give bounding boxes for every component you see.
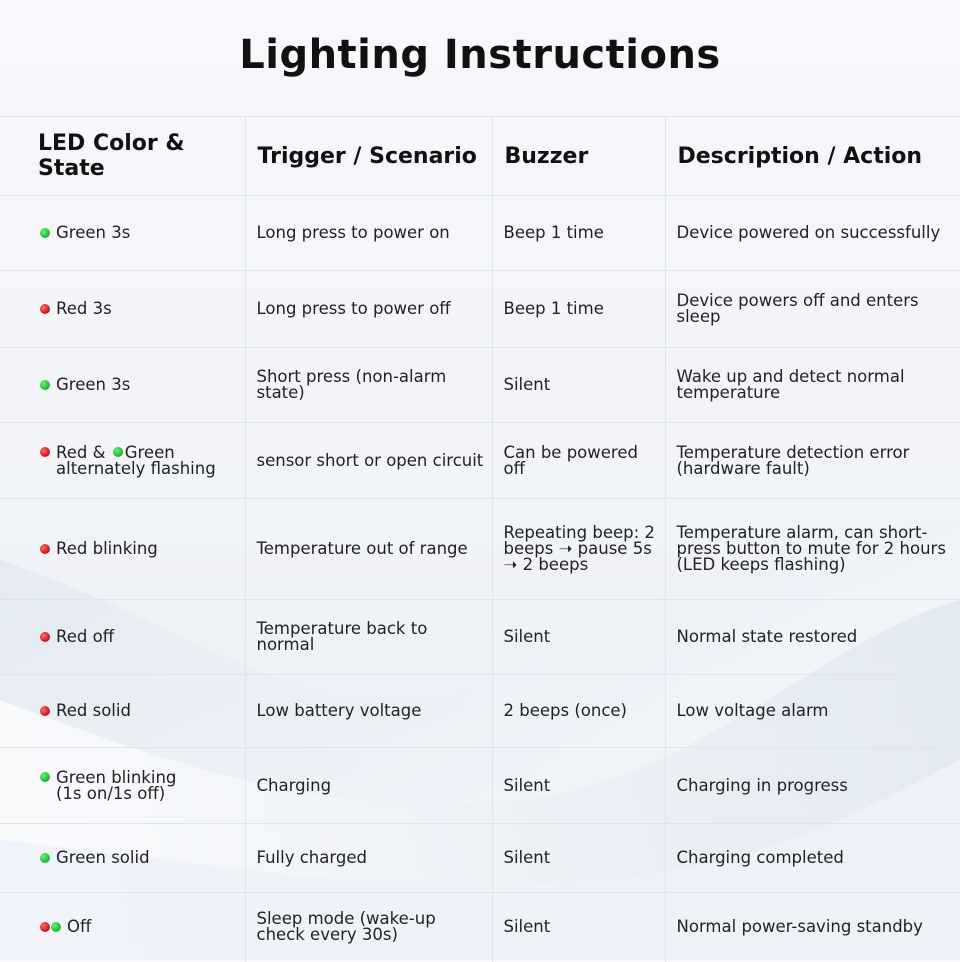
trigger-cell: Temperature out of range	[245, 499, 492, 600]
buzzer-cell: 2 beeps (once)	[492, 675, 665, 748]
description-cell: Device powered on successfully	[665, 196, 960, 271]
table-row	[0, 675, 960, 748]
green-led-icon	[40, 853, 50, 863]
table-row	[0, 271, 960, 348]
green-led-icon	[113, 447, 123, 457]
description-cell: Charging in progress	[665, 748, 960, 824]
led-cell: Red 3s	[0, 271, 245, 348]
header-buzzer: Buzzer	[492, 117, 665, 196]
led-cell: Red blinking	[0, 499, 245, 600]
buzzer-cell: Silent	[492, 893, 665, 962]
red-led-icon	[40, 304, 50, 314]
buzzer-cell: Beep 1 time	[492, 271, 665, 348]
led-cell: Green 3s	[0, 348, 245, 423]
led-cell: Red solid	[0, 675, 245, 748]
buzzer-cell: Can be powered off	[492, 423, 665, 499]
trigger-cell: Long press to power on	[245, 196, 492, 271]
trigger-cell: Long press to power off	[245, 271, 492, 348]
description-cell: Charging completed	[665, 824, 960, 893]
buzzer-cell: Silent	[492, 824, 665, 893]
description-cell: Temperature alarm, can short-press button to mute for 2 hours (LED keeps flashing)	[665, 499, 960, 600]
table-row	[0, 600, 960, 675]
table-row	[0, 824, 960, 893]
header-row	[0, 117, 960, 196]
trigger-cell: sensor short or open circuit	[245, 423, 492, 499]
led-cell: Red off	[0, 600, 245, 675]
trigger-cell: Sleep mode (wake-up check every 30s)	[245, 893, 492, 962]
description-cell: Normal power-saving standby	[665, 893, 960, 962]
led-cell: Green 3s	[0, 196, 245, 271]
buzzer-cell: Silent	[492, 748, 665, 824]
trigger-cell: Short press (non-alarm state)	[245, 348, 492, 423]
table-row	[0, 196, 960, 271]
header-description: Description / Action	[665, 117, 960, 196]
description-cell: Temperature detection error (hardware fault)	[665, 423, 960, 499]
green-led-icon	[51, 922, 61, 932]
description-cell: Device powers off and enters sleep	[665, 271, 960, 348]
green-led-icon	[40, 772, 50, 782]
buzzer-cell: Beep 1 time	[492, 196, 665, 271]
page-title: Lighting Instructions	[239, 32, 721, 78]
table-row	[0, 423, 960, 499]
led-cell: Red & Green alternately flashing	[0, 423, 245, 499]
buzzer-cell: Silent	[492, 600, 665, 675]
red-led-icon	[40, 632, 50, 642]
trigger-cell: Fully charged	[245, 824, 492, 893]
header-trigger: Trigger / Scenario	[245, 117, 492, 196]
description-cell: Low voltage alarm	[665, 675, 960, 748]
description-cell: Wake up and detect normal temperature	[665, 348, 960, 423]
buzzer-cell: Silent	[492, 348, 665, 423]
trigger-cell: Temperature back to normal	[245, 600, 492, 675]
red-led-icon	[40, 544, 50, 554]
green-led-icon	[40, 380, 50, 390]
red-led-icon	[40, 922, 50, 932]
buzzer-cell: Repeating beep: 2 beeps ➝ pause 5s ➝ 2 beeps	[492, 499, 665, 600]
led-cell: Green solid	[0, 824, 245, 893]
lighting-table	[0, 116, 960, 962]
red-led-icon	[40, 706, 50, 716]
trigger-cell: Charging	[245, 748, 492, 824]
trigger-cell: Low battery voltage	[245, 675, 492, 748]
led-cell: Off	[0, 893, 245, 962]
led-cell: Green blinking (1s on/1s off)	[0, 748, 245, 824]
table-row	[0, 748, 960, 824]
table-row	[0, 348, 960, 423]
description-cell: Normal state restored	[665, 600, 960, 675]
table-row	[0, 499, 960, 600]
red-led-icon	[40, 447, 50, 457]
header-led: LED Color & State	[0, 117, 245, 196]
green-led-icon	[40, 228, 50, 238]
table-row	[0, 893, 960, 962]
